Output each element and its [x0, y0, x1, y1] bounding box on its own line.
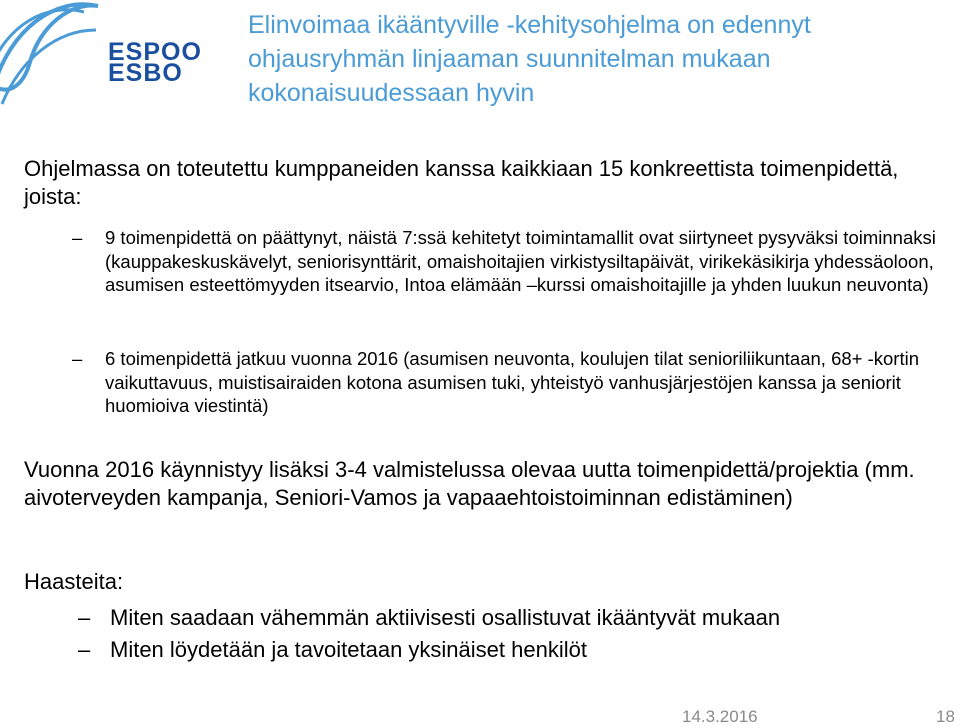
- list-item: [78, 604, 938, 632]
- logo-swirl-icon: [0, 0, 110, 110]
- footer-date: 14.3.2016: [682, 707, 758, 726]
- intro-paragraph: Ohjelmassa on toteutettu kumppaneiden kanssa kaikkiaan 15 konkreettista toimenpidettä, joista:: [24, 156, 899, 209]
- logo-text-espoo: ESPOO: [108, 38, 202, 66]
- list-item: [78, 636, 938, 664]
- bullet-text: 9 toimenpidettä on päättynyt, näistä 7:ssä kehitetyt toimintamallit ovat siirtyneet pysyväksi toiminnaksi (kauppakeskuskävelyt, seniorisynttärit, omaishoitajien virkistysiltapäivät, virikekäsikirja yhdessäoloon, asumisen esteettömyyden itsearvio, Intoa elämään –kurssi omaishoitajille ja yhden luukun neuvonta): [105, 227, 936, 295]
- bullet-dash: –: [72, 227, 83, 248]
- list-item: [72, 347, 947, 418]
- list-item: [72, 226, 947, 297]
- espoo-logo: [0, 0, 230, 110]
- page-number: 18: [936, 707, 955, 726]
- slide-title: Elinvoimaa ikääntyville -kehitysohjelma on edennyt ohjausryhmän linjaaman suunnitelman mukaan kokonaisuudessaan hyvin: [248, 11, 811, 107]
- bullet-text: Miten saadaan vähemmän aktiivisesti osallistuvat ikääntyvät mukaan: [110, 605, 781, 630]
- bullet-dash: –: [78, 605, 91, 630]
- extra-paragraph: Vuonna 2016 käynnistyy lisäksi 3-4 valmistelussa olevaa uutta toimenpidettä/projektia (mm. aivoterveyden kampanja, Seniori-Vamos ja vapaaehtoistoiminnan edistäminen): [24, 457, 915, 510]
- bullet-text: Miten löydetään ja tavoitetaan yksinäiset henkilöt: [110, 637, 587, 662]
- logo-text-esbo: ESBO: [108, 59, 183, 87]
- bullet-dash: –: [78, 637, 91, 662]
- challenges-heading: Haasteita:: [24, 569, 124, 594]
- bullet-dash: –: [72, 348, 83, 369]
- bullet-text: 6 toimenpidettä jatkuu vuonna 2016 (asumisen neuvonta, koulujen tilat senioriliikuntaan, 68+ -kortin vaikuttavuus, muistisairaiden kotona asumisen tuki, yhteistyö vanhusjärjestöjen kanssa ja seniorit huomioiva viestintä): [105, 348, 919, 416]
